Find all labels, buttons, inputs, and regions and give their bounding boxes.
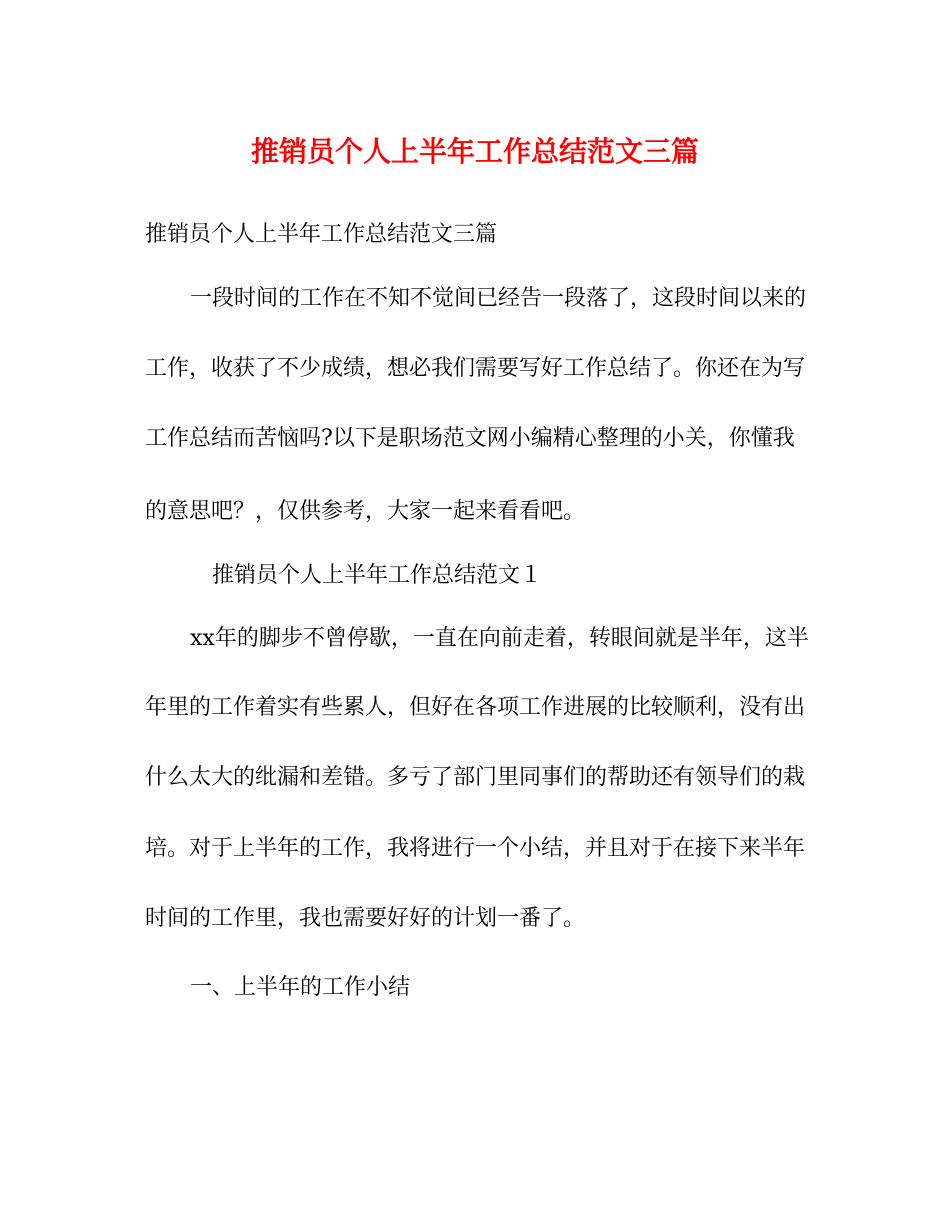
subsection-heading: 一、上半年的工作小结 xyxy=(190,975,411,1000)
paragraph-line: 一段时间的工作在不知不觉间已经告一段落了，这段时间以来的 xyxy=(190,286,807,311)
paragraph-line: 什么太大的纰漏和差错。多亏了部门里同事们的帮助还有领导们的栽 xyxy=(145,765,806,790)
paragraph-line: 时间的工作里，我也需要好好的计划一番了。 xyxy=(145,906,586,931)
paragraph-line: 工作，收获了不少成绩，想必我们需要写好工作总结了。你还在为写 xyxy=(145,356,806,381)
paragraph-line: 培。对于上半年的工作，我将进行一个小结，并且对于在接下来半年 xyxy=(145,836,806,861)
subtitle-line: 推销员个人上半年工作总结范文三篇 xyxy=(145,222,498,247)
document-title: 推销员个人上半年工作总结范文三篇 xyxy=(250,135,699,168)
paragraph-line: 的意思吧？，仅供参考，大家一起来看看吧。 xyxy=(145,499,586,524)
paragraph-line: 年里的工作着实有些累人，但好在各项工作进展的比较顺利，没有出 xyxy=(145,695,806,720)
paragraph-line: 工作总结而苦恼吗?以下是职场范文网小编精心整理的小关，你懂我 xyxy=(145,426,795,451)
paragraph-line: xx年的脚步不曾停歇，一直在向前走着，转眼间就是半年，这半 xyxy=(190,626,809,651)
section-heading: 推销员个人上半年工作总结范文１ xyxy=(212,563,543,588)
